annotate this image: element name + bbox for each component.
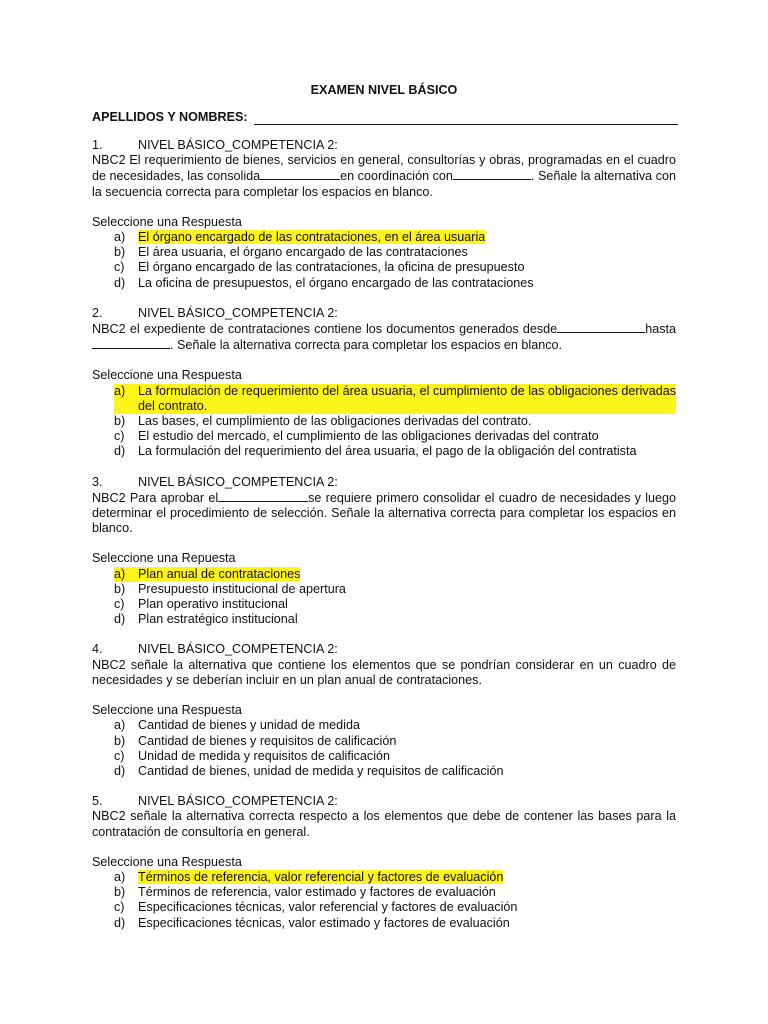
option-d[interactable]: d) Cantidad de bienes, unidad de medida y requisitos de calificación — [114, 763, 504, 778]
fill-blank — [218, 490, 308, 502]
question-heading — [92, 475, 676, 490]
option-b[interactable]: b) Las bases, el cumplimiento de las obligaciones derivadas del contrato. — [114, 414, 532, 429]
question-heading — [92, 306, 676, 321]
fill-blank — [92, 337, 170, 349]
option-a[interactable]: a) El órgano encargado de las contrataciones, en el área usuaria — [114, 230, 486, 245]
option-a[interactable]: a) Términos de referencia, valor referencial y factores de evaluación — [114, 869, 504, 884]
option-a[interactable]: a) Plan anual de contrataciones — [114, 566, 301, 581]
highlighted-answer: Términos de referencia, valor referencial y factores de evaluación — [138, 869, 504, 884]
option-c[interactable]: c) El órgano encargado de las contrataciones, la oficina de presupuesto — [114, 260, 525, 275]
answer-prompt: Seleccione una Respuesta — [92, 214, 242, 229]
fill-blank — [453, 168, 531, 180]
option-c[interactable]: c) Plan operativo institucional — [114, 597, 288, 612]
question-competency: NIVEL BÁSICO_COMPETENCIA 2: — [138, 642, 338, 657]
question-competency: NIVEL BÁSICO_COMPETENCIA 2: — [138, 138, 338, 152]
answer-prompt: Seleccione una Respuesta — [92, 854, 242, 869]
option-d[interactable]: d) Plan estratégico institucional — [114, 612, 298, 627]
question-competency: NIVEL BÁSICO_COMPETENCIA 2: — [138, 474, 338, 489]
question-heading — [92, 794, 676, 809]
option-c[interactable]: c) Unidad de medida y requisitos de calificación — [114, 748, 391, 763]
question-stem: NBC2 El requerimiento de bienes, servicios en general, consultorías y obras, programadas en el cuadro de necesidades, las consolida en coordinación con . Señale la alternativa con la secuencia correcta para completar los espacios en blanco. — [92, 153, 676, 199]
question-competency: NIVEL BÁSICO_COMPETENCIA 2: — [138, 305, 338, 320]
question-stem: NBC2 señale la alternativa que contiene los elementos que se pondrían considerar en un cuadro de necesidades y se deberían incluir en un plan anual de contrataciones. — [92, 657, 676, 687]
question-number: 1. — [92, 138, 103, 152]
question-1 — [92, 138, 676, 291]
question-number: 2. — [92, 305, 103, 320]
highlighted-answer: Plan anual de contrataciones — [138, 566, 301, 581]
option-b[interactable]: b) Términos de referencia, valor estimado y factores de evaluación — [114, 885, 496, 900]
options-list — [92, 718, 676, 779]
highlighted-answer: El órgano encargado de las contrataciones, en el área usuaria — [138, 230, 486, 245]
question-stem: NBC2 el expediente de contrataciones contiene los documentos generados desde hasta . Señale la alternativa correcta para completar los espacios en blanco. — [92, 322, 676, 353]
question-5 — [92, 794, 676, 931]
answer-prompt: Seleccione una Respuesta — [92, 368, 242, 383]
question-heading — [92, 138, 676, 153]
option-a[interactable]: a) Cantidad de bienes y unidad de medida — [114, 718, 360, 733]
answer-prompt: Seleccione una Respuesta — [92, 703, 242, 718]
question-heading — [92, 642, 676, 657]
option-b[interactable]: b) El área usuaria, el órgano encargado de las contrataciones — [114, 245, 468, 260]
name-input-line[interactable] — [254, 111, 678, 125]
options-list — [92, 870, 676, 931]
fill-blank — [557, 321, 645, 333]
question-stem: NBC2 Para aprobar el se requiere primero consolidar el cuadro de necesidades y luego determinar el procedimiento de selección. Señale la alternativa correcta para completar los espacios en blanco. — [92, 490, 677, 536]
name-label: APELLIDOS Y NOMBRES: — [92, 110, 248, 124]
answer-prompt: Seleccione una Repuesta — [92, 551, 236, 566]
option-c[interactable]: c) El estudio del mercado, el cumplimiento de las obligaciones derivadas del contrato — [114, 429, 599, 444]
options-list — [92, 567, 676, 628]
fill-blank — [260, 168, 340, 180]
question-stem: NBC2 señale la alternativa correcta respecto a los elementos que debe de contener las bases para la contratación de consultoría en general. — [92, 809, 676, 839]
page-title: EXAMEN NIVEL BÁSICO — [310, 83, 458, 97]
question-3 — [92, 475, 676, 628]
option-b[interactable]: b) Presupuesto institucional de apertura — [114, 581, 346, 596]
option-b[interactable]: b) Cantidad de bienes y requisitos de calificación — [114, 733, 397, 748]
options-list — [92, 230, 676, 291]
question-4 — [92, 642, 676, 779]
option-d[interactable]: d) La formulación del requerimiento del área usuaria, el pago de la obligación del contratista — [114, 444, 637, 459]
question-2 — [92, 306, 676, 460]
question-number: 4. — [92, 642, 103, 657]
highlighted-answer: La formulación de requerimiento del área usuaria, el cumplimiento de las obligaciones derivadas del contrato. — [138, 383, 676, 413]
question-number: 5. — [92, 794, 103, 809]
questions-list — [92, 138, 676, 946]
options-list — [92, 384, 676, 460]
option-c[interactable]: c) Especificaciones técnicas, valor referencial y factores de evaluación — [114, 900, 518, 915]
option-d[interactable]: d) La oficina de presupuestos, el órgano encargado de las contrataciones — [114, 275, 534, 290]
question-number: 3. — [92, 474, 103, 489]
option-a[interactable]: a) La formulación de requerimiento del área usuaria, el cumplimiento de las obligaciones derivadas del contrato. — [114, 383, 676, 413]
question-competency: NIVEL BÁSICO_COMPETENCIA 2: — [138, 794, 338, 809]
option-d[interactable]: d) Especificaciones técnicas, valor estimado y factores de evaluación — [114, 915, 510, 930]
name-field-row — [92, 110, 678, 125]
